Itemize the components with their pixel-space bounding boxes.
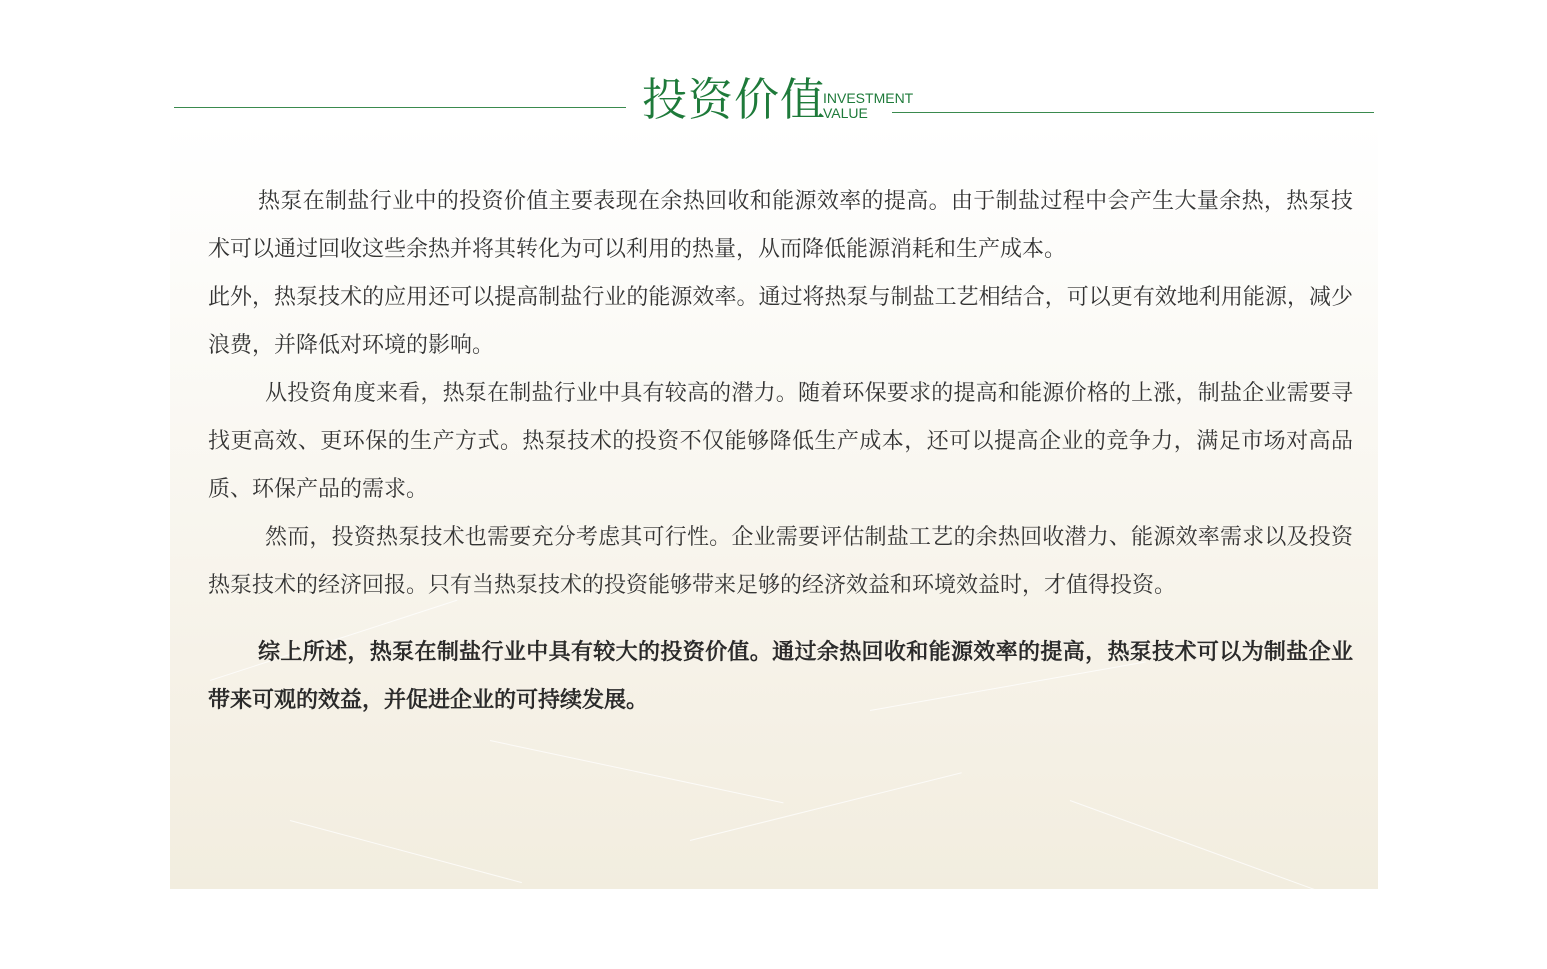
summary-paragraph: 综上所述，热泵在制盐行业中具有较大的投资价值。通过余热回收和能源效率的提高，热泵技术可以为制盐企业带来可观的效益，并促进企业的可持续发展。 — [208, 640, 1353, 713]
paragraph-4: 然而，投资热泵技术也需要充分考虑其可行性。企业需要评估制盐工艺的余热回收潜力、能源效率需求以及投资热泵技术的经济回报。只有当热泵技术的投资能够带来足够的经济效益和环境效益时，才值得投资。 — [208, 525, 1353, 598]
paragraph-3: 从投资角度来看，热泵在制盐行业中具有较高的潜力。随着环保要求的提高和能源价格的上涨，制盐企业需要寻找更高效、更环保的生产方式。热泵技术的投资不仅能够降低生产成本，还可以提高企业的竞争力，满足市场对高品质、环保产品的需求。 — [208, 381, 1353, 502]
article-body — [208, 178, 1353, 725]
header-rule-right — [892, 112, 1374, 113]
section-title: 投资价值 — [642, 73, 827, 126]
header-rule-left — [174, 107, 626, 108]
subtitle-line-2: VALUE — [823, 105, 868, 121]
paragraph-1: 热泵在制盐行业中的投资价值主要表现在余热回收和能源效率的提高。由于制盐过程中会产生大量余热，热泵技术可以通过回收这些余热并将其转化为可以利用的热量，从而降低能源消耗和生产成本。 — [208, 189, 1353, 262]
subtitle-line-1: INVESTMENT — [823, 90, 914, 106]
section-subtitle-en — [823, 91, 913, 121]
section-header — [0, 0, 1547, 140]
paragraph-2: 此外，热泵技术的应用还可以提高制盐行业的能源效率。通过将热泵与制盐工艺相结合，可以更有效地利用能源，减少浪费，并降低对环境的影响。 — [208, 285, 1353, 358]
